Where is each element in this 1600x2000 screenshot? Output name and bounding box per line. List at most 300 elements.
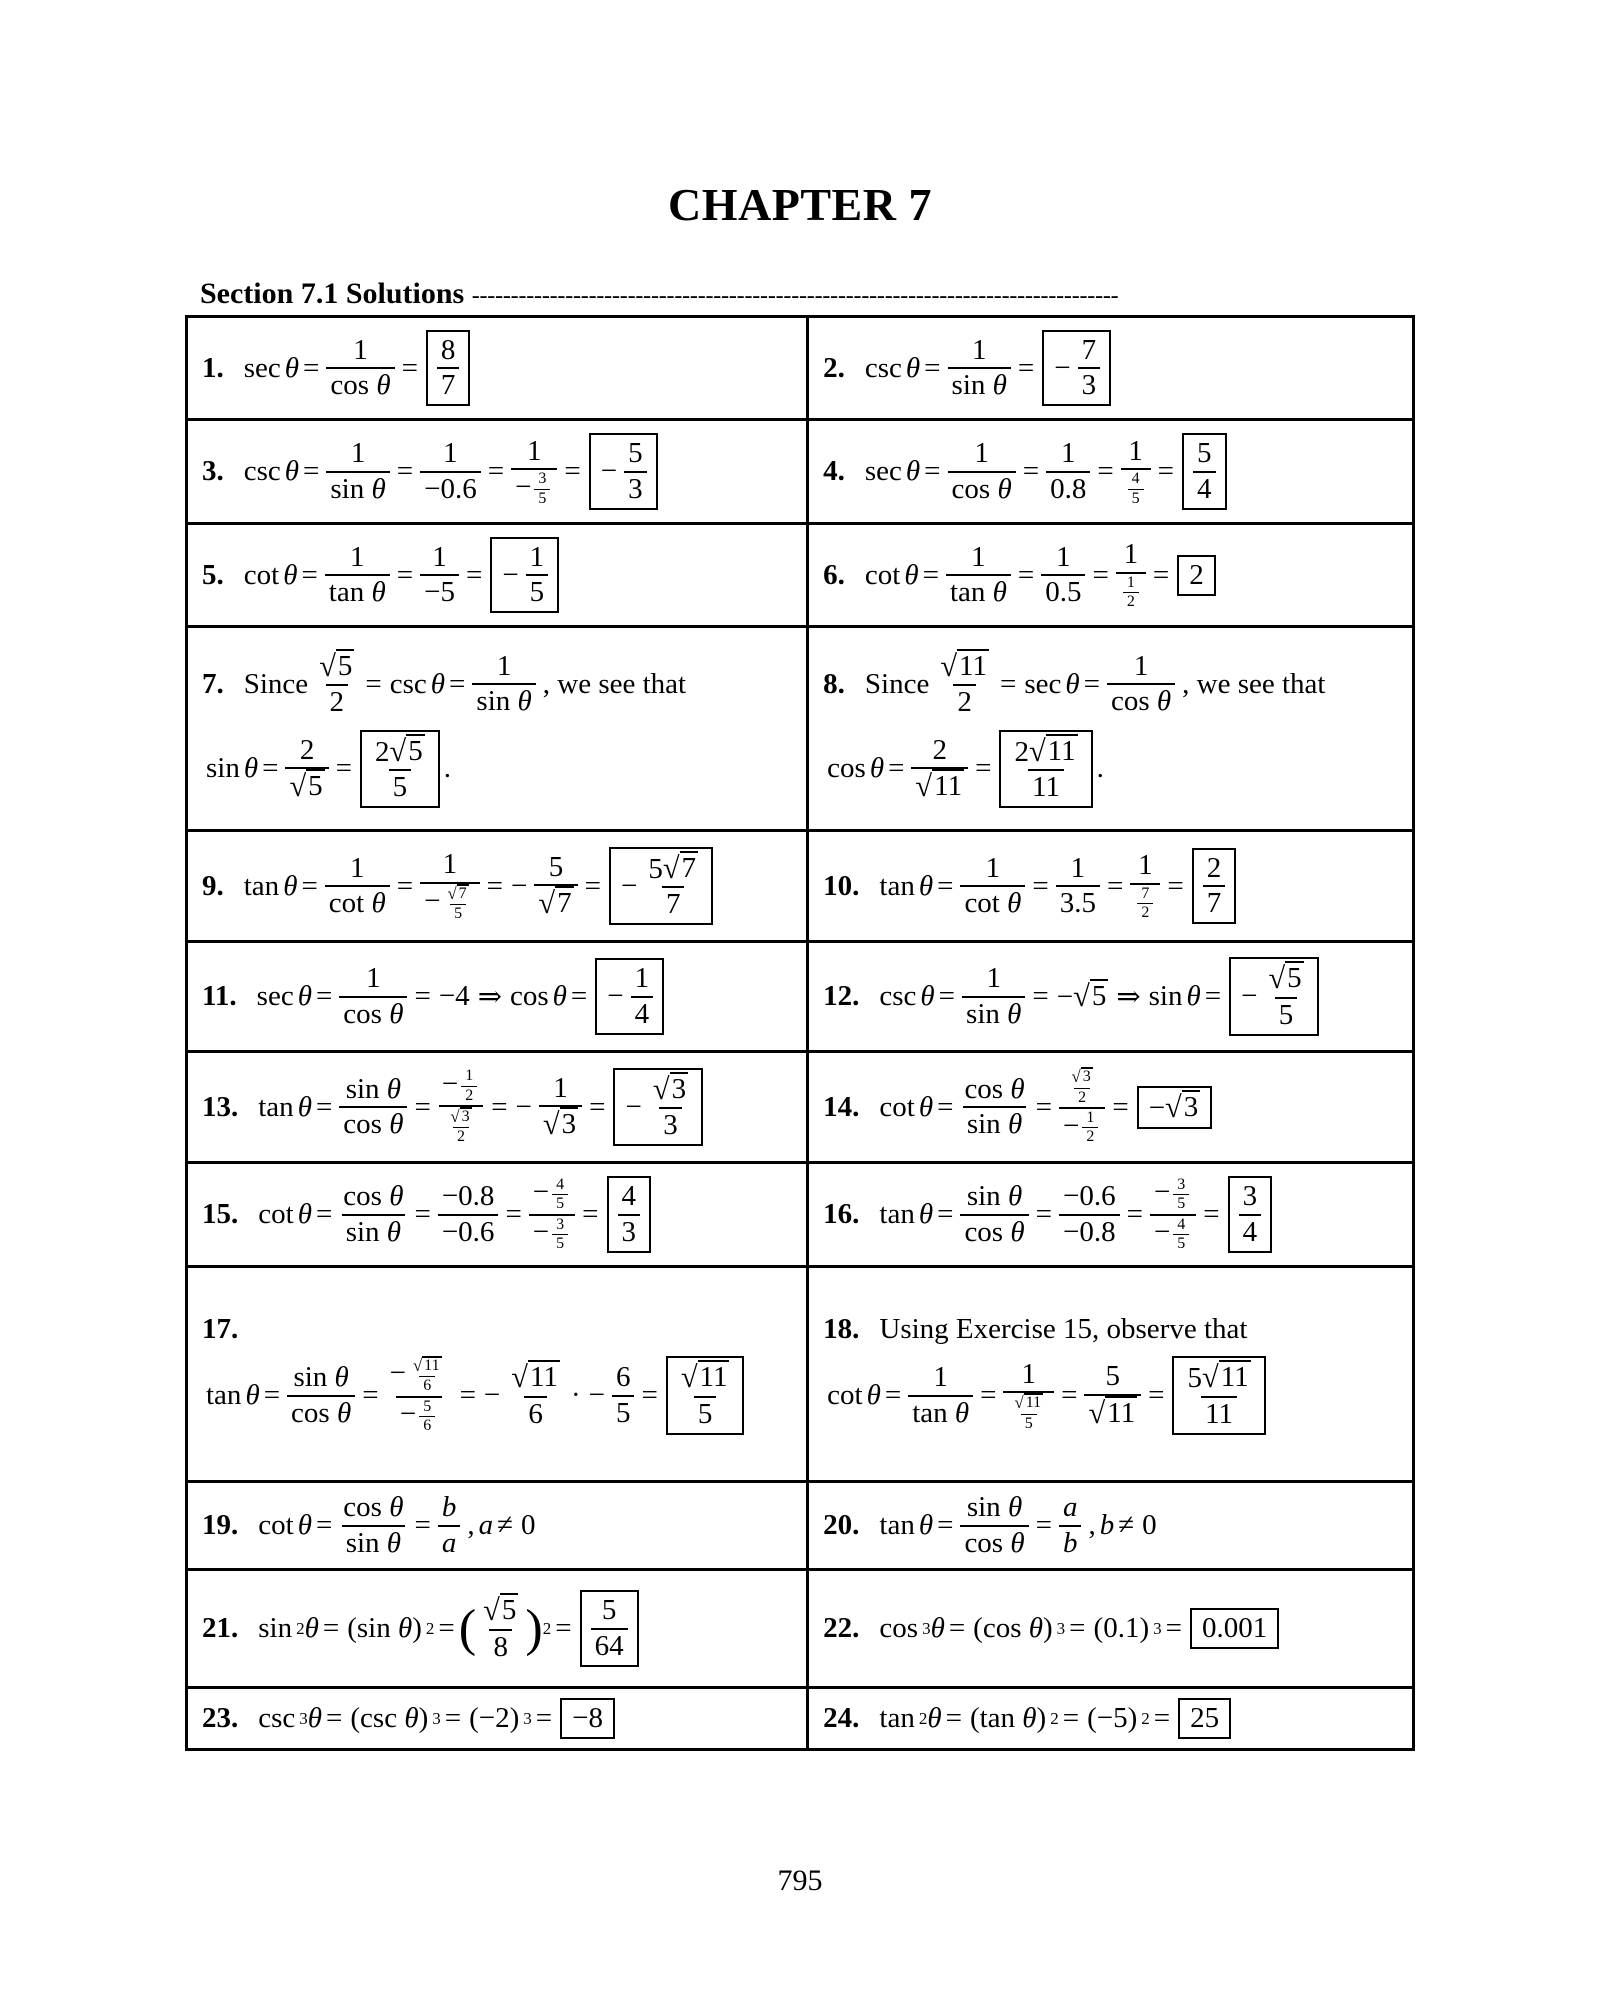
fraction bbox=[371, 734, 429, 805]
sqrt bbox=[1268, 961, 1303, 996]
compound bbox=[1134, 884, 1156, 922]
numerator bbox=[1130, 650, 1153, 683]
operator: = bbox=[459, 1379, 476, 1411]
fraction bbox=[1078, 334, 1101, 403]
equation-line bbox=[823, 1698, 1412, 1739]
denominator bbox=[618, 1214, 641, 1249]
theta: θ bbox=[954, 1396, 970, 1429]
math-text: 1 bbox=[1133, 649, 1149, 682]
numerator bbox=[439, 848, 462, 881]
math-text: 7 bbox=[440, 369, 456, 401]
problem-number: 15. bbox=[202, 1198, 239, 1230]
math-text: (cos θ) bbox=[973, 1612, 1053, 1644]
operator: = bbox=[414, 1198, 431, 1230]
math-text: 5 bbox=[548, 850, 564, 883]
problem-number: 1. bbox=[202, 351, 224, 384]
denominator bbox=[1150, 1214, 1196, 1254]
sqrt bbox=[1014, 1393, 1043, 1412]
fraction bbox=[960, 852, 1025, 921]
equation-line bbox=[823, 730, 1412, 809]
variable: θ bbox=[283, 869, 298, 902]
denominator bbox=[659, 1107, 682, 1142]
denominator bbox=[1193, 471, 1216, 506]
operator: = bbox=[937, 869, 954, 902]
solution-cell-16 bbox=[808, 1163, 1414, 1267]
superscript: 3 bbox=[1056, 1618, 1066, 1638]
variable: θ bbox=[920, 980, 935, 1012]
equation-line bbox=[823, 1356, 1412, 1435]
operator: = bbox=[1153, 1702, 1171, 1734]
denominator bbox=[534, 489, 550, 508]
math-text: 1 bbox=[350, 851, 365, 884]
operator: − bbox=[600, 455, 618, 487]
math-text: 1 bbox=[1086, 1109, 1095, 1126]
variable: θ bbox=[1186, 980, 1201, 1012]
denominator bbox=[1137, 903, 1153, 922]
math-text bbox=[483, 1595, 518, 1627]
numerator bbox=[1059, 1180, 1120, 1213]
chapter-title: CHAPTER 7 bbox=[668, 179, 932, 230]
solution-cell-8 bbox=[808, 627, 1414, 831]
math-text: 3 bbox=[1177, 1175, 1186, 1193]
variable: θ bbox=[307, 1702, 323, 1734]
denominator bbox=[438, 1525, 461, 1560]
numerator bbox=[1102, 1360, 1125, 1393]
operator: = bbox=[301, 869, 318, 902]
math-text: sin θ bbox=[966, 1491, 1023, 1524]
denominator bbox=[1003, 1391, 1054, 1433]
math-text: sin θ bbox=[966, 1108, 1023, 1140]
table-row bbox=[187, 1688, 1414, 1750]
denominator bbox=[438, 1214, 499, 1249]
variable: θ bbox=[297, 1090, 312, 1123]
denominator bbox=[953, 684, 976, 719]
math-text bbox=[319, 648, 354, 683]
operator: = bbox=[1069, 1612, 1086, 1644]
radicand: 11 bbox=[699, 1361, 728, 1394]
fraction bbox=[326, 437, 389, 506]
equation-line bbox=[202, 958, 806, 1035]
equation-line bbox=[823, 649, 1412, 720]
fraction bbox=[479, 1593, 522, 1664]
problem-number: 13. bbox=[202, 1090, 239, 1123]
fraction bbox=[677, 1360, 734, 1431]
math-text: 8 bbox=[440, 333, 456, 366]
math-text bbox=[447, 883, 468, 903]
math-text: 1 bbox=[1126, 573, 1135, 591]
math-text: sec bbox=[243, 351, 281, 384]
denominator bbox=[624, 471, 647, 506]
answer-box bbox=[1228, 1176, 1273, 1253]
math-text: 5 bbox=[529, 576, 545, 608]
math-text: 5 bbox=[1278, 998, 1294, 1031]
math-text: 25 bbox=[1190, 1702, 1220, 1734]
equation-line bbox=[202, 330, 806, 407]
solution-content bbox=[823, 1067, 1412, 1147]
numerator bbox=[1239, 1180, 1262, 1213]
math-text: 7 bbox=[1206, 887, 1222, 919]
fraction bbox=[285, 734, 328, 805]
math-text: cos θ bbox=[964, 1526, 1025, 1559]
theta: θ bbox=[997, 472, 1012, 505]
small-fraction bbox=[446, 1107, 475, 1147]
answer-box bbox=[1042, 330, 1111, 407]
problem-number: 4. bbox=[823, 455, 845, 487]
problem-number: 8. bbox=[823, 667, 845, 700]
radicand: 7 bbox=[458, 884, 467, 902]
fraction bbox=[437, 334, 460, 403]
math-text: 5 bbox=[615, 1396, 631, 1429]
math-text: 3 bbox=[556, 1215, 565, 1233]
superscript: 2 bbox=[425, 1618, 435, 1638]
denominator bbox=[1203, 885, 1226, 920]
theta: θ bbox=[404, 1702, 419, 1734]
math-text: 1 bbox=[496, 649, 512, 682]
small-fraction bbox=[552, 1216, 568, 1254]
denominator bbox=[960, 1525, 1028, 1560]
denominator bbox=[963, 1106, 1026, 1141]
theta: θ bbox=[1007, 1491, 1023, 1524]
math-text: , we see that bbox=[542, 667, 687, 700]
math-text: 7 bbox=[665, 888, 681, 920]
denominator bbox=[511, 468, 557, 508]
compound: − √ 11 6 bbox=[390, 1357, 449, 1389]
math-text: 11 bbox=[1205, 1397, 1234, 1430]
solution-content bbox=[823, 848, 1412, 925]
operator: = bbox=[589, 1090, 606, 1123]
radical-sign: √ bbox=[1201, 1360, 1219, 1395]
sqrt bbox=[940, 649, 989, 684]
parenthesis: ( bbox=[458, 1599, 477, 1658]
radicand: 11 bbox=[1220, 1361, 1249, 1394]
numerator bbox=[1057, 437, 1080, 470]
math-text: 1 bbox=[974, 437, 989, 470]
math-text: 4 bbox=[634, 997, 650, 1030]
operator: = bbox=[570, 980, 588, 1012]
math-text: 2 bbox=[1126, 593, 1135, 611]
denominator bbox=[1084, 1394, 1141, 1431]
solution-content bbox=[823, 1698, 1412, 1739]
math-text: csc bbox=[389, 667, 427, 700]
fraction bbox=[534, 851, 577, 922]
theta: θ bbox=[386, 1526, 402, 1559]
fraction bbox=[948, 334, 1011, 403]
fraction bbox=[1183, 1360, 1254, 1431]
fraction bbox=[1059, 1180, 1120, 1249]
denominator bbox=[461, 1086, 477, 1105]
fraction bbox=[539, 1072, 582, 1143]
answer-box bbox=[609, 847, 713, 926]
variable: θ bbox=[245, 1379, 260, 1411]
math-text bbox=[1187, 1362, 1250, 1394]
denominator bbox=[453, 1127, 469, 1146]
answer-box bbox=[560, 1698, 615, 1739]
small-fraction bbox=[1010, 1393, 1047, 1433]
numerator bbox=[409, 1356, 446, 1376]
theta: θ bbox=[1028, 1612, 1043, 1644]
numerator bbox=[438, 1067, 484, 1105]
solution-content bbox=[823, 1491, 1412, 1560]
math-text: , we see that bbox=[1182, 667, 1326, 700]
solution-content bbox=[202, 433, 806, 510]
operator: = bbox=[1061, 1379, 1078, 1411]
math-text: 1 bbox=[1060, 437, 1076, 470]
variable: θ bbox=[930, 1612, 945, 1644]
math-text: −0.8 bbox=[1062, 1215, 1116, 1248]
numerator bbox=[428, 541, 451, 574]
math-text: sin θ bbox=[293, 1361, 349, 1394]
theta: θ bbox=[336, 1396, 352, 1429]
equation-line bbox=[202, 1491, 806, 1560]
fraction bbox=[420, 848, 480, 923]
math-text: 1 bbox=[634, 962, 650, 995]
denominator bbox=[1059, 1214, 1120, 1249]
radical-sign: √ bbox=[289, 768, 307, 803]
denominator bbox=[526, 574, 549, 609]
numerator bbox=[618, 1180, 641, 1213]
operator: = bbox=[1148, 1379, 1165, 1411]
fraction bbox=[948, 437, 1016, 506]
radical-sign: √ bbox=[450, 1107, 460, 1126]
math-text bbox=[1014, 1395, 1043, 1412]
math-text: cot bbox=[879, 1090, 915, 1123]
fraction bbox=[339, 1491, 407, 1560]
numerator bbox=[534, 470, 550, 488]
theta: θ bbox=[1007, 887, 1022, 919]
solution-cell-11 bbox=[187, 942, 808, 1052]
answer-box bbox=[1182, 433, 1227, 510]
radical-sign: √ bbox=[389, 733, 407, 768]
sqrt bbox=[483, 1593, 518, 1628]
variable: θ bbox=[869, 752, 885, 785]
math-text: 2 bbox=[1189, 558, 1204, 591]
math-text: cos θ bbox=[951, 472, 1012, 505]
problem-number: 24. bbox=[823, 1702, 860, 1734]
theta: θ bbox=[1007, 997, 1022, 1030]
denominator bbox=[325, 574, 390, 609]
denominator bbox=[1082, 1127, 1098, 1146]
math-text: 1 bbox=[1021, 1357, 1037, 1390]
math-text: sec bbox=[256, 980, 294, 1012]
math-text: 5 bbox=[556, 1234, 565, 1252]
compound: − $\frac{4}{5}$ bbox=[1154, 1216, 1192, 1248]
radicand: 5 bbox=[1091, 980, 1107, 1012]
equation-line bbox=[202, 537, 806, 614]
small-fraction bbox=[1068, 1067, 1097, 1107]
solution-content bbox=[823, 957, 1412, 1036]
operator: = bbox=[980, 1379, 997, 1411]
table-row bbox=[187, 831, 1414, 942]
sqrt bbox=[511, 1360, 560, 1395]
radical-sign: √ bbox=[412, 1355, 423, 1375]
radical-sign: √ bbox=[447, 883, 457, 903]
math-text: −4 bbox=[438, 980, 470, 1012]
variable: θ bbox=[866, 1379, 881, 1411]
denominator bbox=[326, 471, 389, 506]
math-text: (tan θ) bbox=[969, 1702, 1047, 1734]
math-text: cot bbox=[864, 558, 901, 591]
problem-number: 18. bbox=[823, 1313, 860, 1346]
problem-number: 17. bbox=[202, 1312, 239, 1345]
operator: − bbox=[502, 558, 519, 591]
math-text: 4 bbox=[1242, 1215, 1258, 1248]
math-text: 5 bbox=[423, 1397, 432, 1415]
math-text: tan bbox=[258, 1090, 294, 1123]
operator: = bbox=[1157, 455, 1175, 487]
solution-content bbox=[202, 1698, 806, 1739]
denominator bbox=[420, 574, 459, 609]
numerator bbox=[339, 1180, 407, 1213]
fraction bbox=[339, 1073, 407, 1142]
operator: = bbox=[582, 1198, 599, 1230]
math-text bbox=[1268, 963, 1303, 995]
operator: = bbox=[937, 1090, 954, 1123]
fraction bbox=[1150, 1176, 1196, 1254]
math-text: cos bbox=[827, 752, 866, 785]
math-text: tan bbox=[243, 869, 280, 902]
denominator bbox=[1173, 1194, 1189, 1213]
theta: θ bbox=[334, 1361, 349, 1394]
solution-content bbox=[202, 1067, 806, 1147]
math-text bbox=[450, 1109, 471, 1126]
solution-content bbox=[202, 330, 806, 407]
denominator bbox=[911, 767, 968, 804]
numerator bbox=[1173, 1216, 1189, 1234]
operator: ⇒ bbox=[1116, 981, 1141, 1013]
small-fraction bbox=[1173, 1216, 1189, 1254]
denominator bbox=[552, 1194, 568, 1213]
denominator bbox=[960, 885, 1025, 920]
math-text: 1 bbox=[350, 540, 365, 573]
numerator bbox=[1264, 961, 1307, 996]
math-text: 3.5 bbox=[1059, 887, 1096, 919]
small-fraction bbox=[409, 1356, 446, 1396]
fraction bbox=[1130, 849, 1160, 922]
fraction bbox=[507, 1360, 564, 1431]
math-text: sin θ bbox=[966, 997, 1022, 1030]
math-text: 5 bbox=[628, 437, 643, 470]
math-text: cos bbox=[879, 1612, 919, 1644]
denominator bbox=[1239, 1214, 1262, 1249]
compound: − $\frac{5}{6}$ bbox=[400, 1398, 438, 1430]
answer-box bbox=[360, 730, 440, 809]
denominator bbox=[1059, 1107, 1105, 1147]
variable: θ bbox=[905, 351, 921, 384]
superscript: 2 bbox=[296, 1618, 305, 1638]
math-text: 0 bbox=[521, 1509, 536, 1541]
math-text: 5 bbox=[538, 489, 547, 507]
solution-content bbox=[823, 1176, 1412, 1254]
answer-box bbox=[607, 1176, 652, 1253]
numerator bbox=[438, 1491, 461, 1524]
variable: a bbox=[478, 1509, 494, 1541]
math-text: . bbox=[1096, 752, 1104, 785]
math-text: tan θ bbox=[328, 576, 386, 608]
numerator bbox=[549, 1072, 572, 1105]
radical-sign: √ bbox=[662, 850, 680, 885]
answer-box bbox=[666, 1356, 745, 1435]
fraction bbox=[339, 1180, 407, 1249]
numerator bbox=[929, 734, 952, 767]
variable: θ bbox=[304, 1612, 319, 1644]
operator: = bbox=[1083, 667, 1100, 700]
answer-box bbox=[1177, 555, 1216, 596]
operator: = bbox=[1106, 869, 1124, 902]
parenthesis: ) bbox=[525, 1599, 543, 1658]
fraction bbox=[529, 1176, 575, 1254]
math-text bbox=[940, 648, 989, 683]
superscript: 3 bbox=[1153, 1618, 1162, 1638]
equation-line bbox=[823, 1608, 1412, 1649]
theta: θ bbox=[992, 576, 1007, 608]
solution-content bbox=[202, 649, 806, 808]
small-fraction bbox=[1137, 885, 1153, 923]
operator: ≠ bbox=[1118, 1509, 1135, 1541]
solution-cell-14 bbox=[808, 1052, 1414, 1163]
small-fraction bbox=[1082, 1109, 1098, 1147]
variable: θ bbox=[284, 455, 300, 487]
math-text: 4 bbox=[1197, 472, 1212, 505]
denominator bbox=[1116, 572, 1146, 612]
math-text: (−5) bbox=[1087, 1702, 1138, 1734]
numerator bbox=[315, 649, 358, 684]
numerator bbox=[960, 1073, 1028, 1106]
denominator bbox=[472, 683, 535, 718]
denominator bbox=[612, 1395, 635, 1430]
problem-number: 19. bbox=[202, 1509, 239, 1541]
theta: θ bbox=[386, 1215, 402, 1248]
sqrt bbox=[653, 1072, 688, 1107]
equation-line bbox=[823, 538, 1412, 611]
math-text: sec bbox=[1024, 667, 1062, 700]
superscript: 2 bbox=[918, 1708, 928, 1728]
equation-line bbox=[202, 1176, 806, 1254]
denominator bbox=[489, 1629, 512, 1664]
equation-line bbox=[823, 957, 1412, 1036]
theta: θ bbox=[517, 685, 532, 718]
math-text: cos θ bbox=[964, 1215, 1025, 1248]
operator: = bbox=[414, 1509, 431, 1541]
fraction bbox=[526, 541, 549, 610]
math-text: (sin θ) bbox=[347, 1612, 422, 1644]
operator: − bbox=[588, 1379, 605, 1411]
numerator bbox=[1150, 1176, 1196, 1214]
radical-sign: √ bbox=[1071, 1067, 1081, 1087]
numerator bbox=[1078, 334, 1101, 367]
solution-cell-9 bbox=[187, 831, 808, 942]
math-text bbox=[1014, 733, 1077, 768]
fraction bbox=[1107, 650, 1175, 719]
theta: θ bbox=[1010, 1072, 1025, 1105]
fraction bbox=[472, 650, 535, 719]
equation-line bbox=[823, 1313, 1412, 1346]
radical-sign: √ bbox=[1268, 961, 1286, 996]
problem-number: 22. bbox=[823, 1612, 860, 1644]
math-text: 5 bbox=[648, 852, 663, 885]
sqrt bbox=[319, 649, 354, 684]
operator: = bbox=[414, 1090, 431, 1123]
equation-line bbox=[823, 848, 1412, 925]
sqrt bbox=[1072, 1067, 1093, 1086]
solution-cell-20 bbox=[808, 1482, 1414, 1570]
solution-cell-6 bbox=[808, 524, 1414, 627]
operator: = bbox=[1035, 1090, 1052, 1123]
denominator bbox=[325, 885, 390, 920]
math-text: Since bbox=[243, 667, 309, 700]
theta: θ bbox=[389, 997, 404, 1030]
math-text: cot θ bbox=[328, 887, 386, 919]
table-row bbox=[187, 524, 1414, 627]
